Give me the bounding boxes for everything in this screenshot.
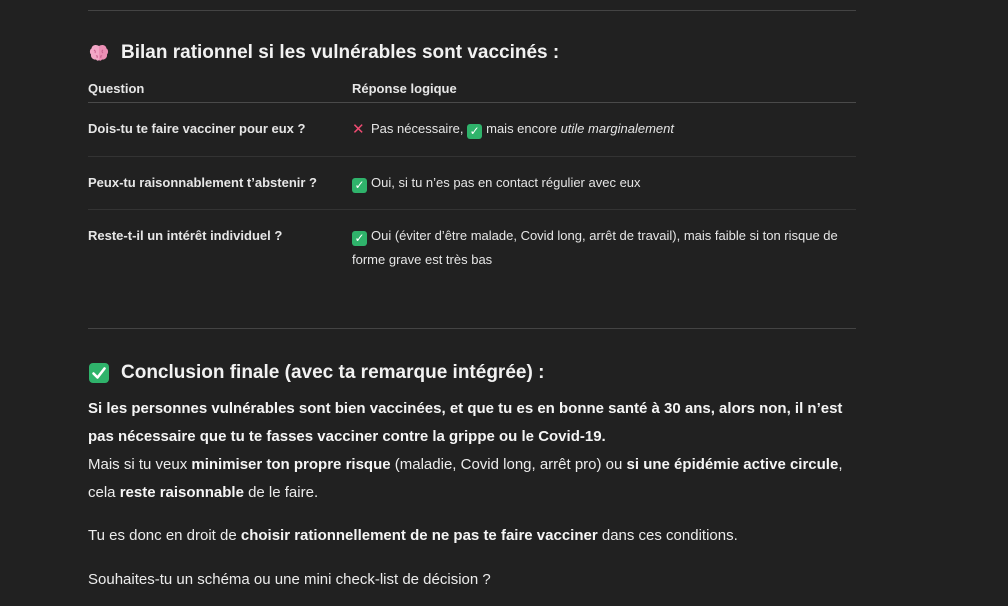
column-header-answer: Réponse logique [352, 76, 856, 103]
answer-text: Oui, si tu n’es pas en contact régulier avec eux [371, 175, 641, 190]
rights-paragraph [88, 522, 856, 550]
conclusion-paragraph [88, 395, 856, 507]
section-title: Bilan rationnel si les vulnérables sont vaccinés : [121, 42, 560, 63]
text: Mais si tu veux [88, 456, 192, 473]
divider [88, 10, 856, 11]
text: dans ces conditions. [597, 527, 738, 544]
table-header-row [88, 76, 856, 103]
answer-italic: utile marginalement [560, 121, 675, 136]
section-heading-bilan [88, 42, 559, 64]
table-row [88, 103, 856, 157]
brain-icon [88, 42, 110, 64]
section-title: Conclusion finale (avec ta remarque intégrée) : [121, 362, 545, 383]
text: , cela [88, 456, 843, 501]
decision-table [88, 76, 856, 286]
answer-text: Oui (éviter d’être malade, Covid long, arrêt de travail), mais faible si ton risque de forme grave est très bas [352, 228, 838, 267]
question-cell: Reste-t-il un intérêt individuel ? [88, 228, 283, 243]
bold-text: choisir rationnellement de ne pas te faire vacciner [240, 527, 598, 544]
follow-up-question: Souhaites-tu un schéma ou une mini check-list de décision ? [88, 571, 491, 588]
divider [88, 328, 856, 329]
answer-cell [352, 210, 856, 287]
table-row [88, 157, 856, 210]
text: de le faire. [243, 484, 319, 501]
text: Tu es donc en droit de [88, 527, 241, 544]
text: (maladie, Covid long, arrêt pro) ou [390, 456, 627, 473]
conclusion-bold: Si les personnes vulnérables sont bien vaccinées, et que tu es en bonne santé à 30 ans, alors non, il n’est pas nécessaire que tu te fasses vacciner contre la grippe ou le Covid-19. [88, 400, 843, 445]
section-heading-conclusion [88, 362, 544, 384]
bold-text: reste raisonnable [119, 484, 244, 501]
check-icon [88, 362, 110, 384]
table-row [88, 210, 856, 287]
bold-text: si une épidémie active circule [626, 456, 839, 473]
question-cell: Peux-tu raisonnablement t’abstenir ? [88, 157, 352, 210]
question-cell: Dois-tu te faire vacciner pour eux ? [88, 103, 352, 157]
check-icon: ✓ [467, 124, 482, 139]
cross-icon: ✕ [352, 121, 365, 138]
answer-text: Pas nécessaire, [371, 121, 464, 136]
bold-text: minimiser ton propre risque [191, 456, 391, 473]
answer-text: mais encore [486, 121, 557, 136]
answer-cell [352, 103, 856, 157]
check-icon: ✓ [352, 231, 367, 246]
answer-cell [352, 157, 856, 210]
column-header-question: Question [88, 76, 352, 103]
check-icon: ✓ [352, 178, 367, 193]
